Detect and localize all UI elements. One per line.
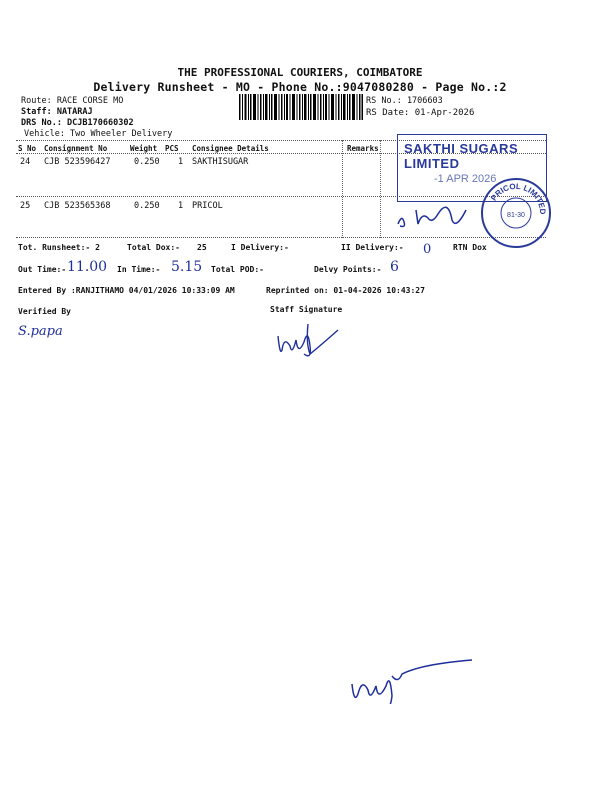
- runsheet-title: Delivery Runsheet - MO - Phone No.:9047080280 - Page No.:2: [93, 80, 507, 94]
- col-header-consignee: Consignee Details: [192, 144, 269, 153]
- in-time-handwritten: 5.15: [171, 259, 203, 275]
- row-weight: 0.250: [134, 157, 160, 167]
- row-consignment: CJB 523596427: [44, 157, 111, 167]
- col-header-consignment: Consignment No: [44, 144, 108, 153]
- bottom-signature-icon: [346, 654, 476, 704]
- svg-text:PRICOL LIMITED: PRICOL LIMITED: [489, 181, 548, 215]
- staff-signature-label: Staff Signature: [270, 305, 343, 314]
- rs-date: RS Date: 01-Apr-2026: [366, 108, 475, 118]
- row-pcs: 1: [178, 157, 184, 167]
- row-weight: 0.250: [134, 201, 160, 211]
- verifier-name-handwritten: S.papa: [18, 324, 63, 339]
- row-consignee: PRICOL: [192, 201, 223, 211]
- verified-by-label: Verified By: [18, 307, 71, 316]
- svg-text:81-30: 81-30: [507, 212, 525, 219]
- seal-icon: [483, 180, 549, 246]
- barcode-icon: [239, 94, 363, 120]
- row-sno: 24: [20, 157, 31, 167]
- total-dox-value: 25: [197, 243, 207, 252]
- remarks-col-divider-right: [380, 140, 381, 238]
- row-pcs: 1: [178, 201, 184, 211]
- remarks-col-divider: [342, 140, 343, 238]
- col-header-pcs: PCS: [165, 144, 179, 153]
- entered-by: Entered By :RANJITHAMO 04/01/2026 10:33:09 AM: [18, 286, 235, 295]
- in-time-label: In Time:-: [117, 265, 161, 274]
- staff-signature-icon: [272, 318, 342, 360]
- company-name: THE PROFESSIONAL COURIERS, COIMBATORE: [177, 66, 423, 79]
- col-header-sno: S No: [18, 144, 37, 153]
- vehicle-label: Vehicle: Two Wheeler Delivery: [24, 129, 173, 139]
- col-header-remarks: Remarks: [347, 144, 379, 153]
- drs-number: DRS No.: DCJB170660302: [21, 118, 134, 128]
- delvy-points-label: Delvy Points:-: [314, 265, 382, 274]
- total-pod-label: Total POD:-: [211, 265, 264, 274]
- ii-delivery-label: II Delivery:-: [341, 243, 404, 252]
- reprinted-on: Reprinted on: 01-04-2026 10:43:27: [266, 286, 425, 295]
- col-header-weight: Weight: [130, 144, 158, 153]
- out-time-handwritten: 11.00: [67, 259, 108, 275]
- row-consignee: SAKTHISUGAR: [192, 157, 249, 167]
- receiver-initials-icon: [394, 196, 474, 232]
- total-dox-label: Total Dox:-: [127, 243, 180, 252]
- table-bottom-rule: [16, 237, 546, 238]
- tot-runsheet: Tot. Runsheet:- 2: [18, 243, 100, 252]
- row-consignment: CJB 523565368: [44, 201, 111, 211]
- i-delivery-label: I Delivery:-: [231, 243, 289, 252]
- delvy-points-handwritten: 6: [390, 259, 399, 275]
- ii-delivery-handwritten: 0: [423, 242, 432, 257]
- row-sno: 25: [20, 201, 31, 211]
- rtn-dox-label: RTN Dox: [453, 243, 487, 252]
- stamp-company-name: SAKTHI SUGARS LIMITED: [404, 141, 519, 171]
- staff-label: Staff: NATARAJ: [21, 107, 93, 117]
- rs-number: RS No.: 1706603: [366, 96, 443, 106]
- circular-seal: [481, 178, 551, 248]
- out-time-label: Out Time:-: [18, 265, 67, 274]
- route-label: Route: RACE CORSE MO: [21, 96, 124, 106]
- stamp-date: -1 APR 2026: [434, 173, 497, 185]
